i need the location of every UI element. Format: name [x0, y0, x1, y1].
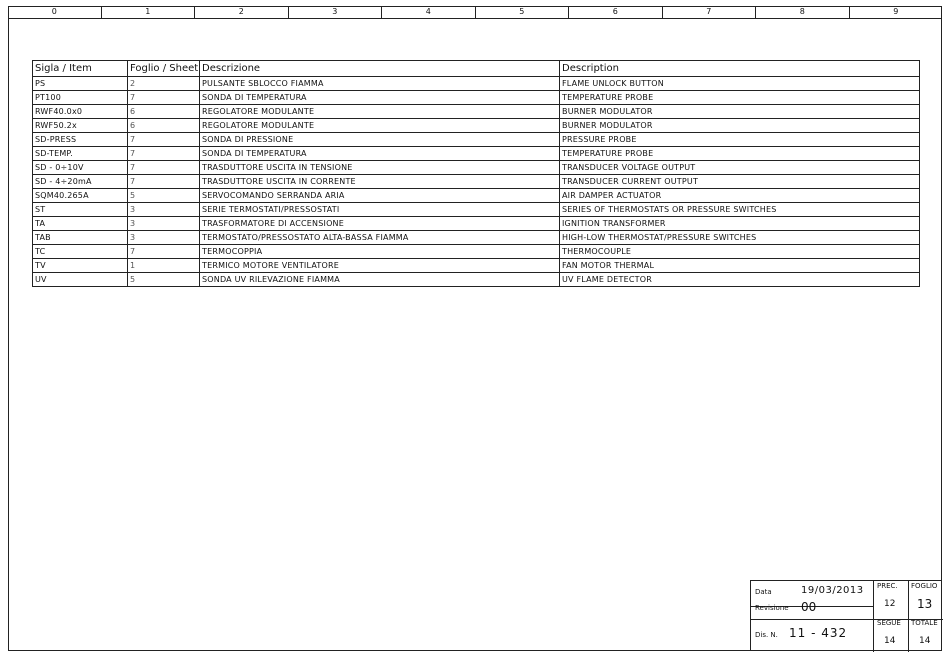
- cell-descrizione: PULSANTE SBLOCCO FIAMMA: [200, 77, 560, 91]
- ruler-mark: 3: [289, 6, 383, 18]
- header-description: Description: [560, 61, 920, 77]
- cell-foglio: 3: [128, 217, 200, 231]
- cell-description: TEMPERATURE PROBE: [560, 147, 920, 161]
- table-row: [33, 189, 920, 203]
- table-row: [33, 245, 920, 259]
- table-row: [33, 175, 920, 189]
- table-row: [33, 105, 920, 119]
- table-row: [33, 119, 920, 133]
- cell-foglio: 7: [128, 133, 200, 147]
- table-row: [33, 231, 920, 245]
- cell-sigla: UV: [33, 273, 128, 287]
- ruler-mark: 6: [569, 6, 663, 18]
- segue-value: 14: [884, 636, 896, 646]
- header-sigla: Sigla / Item: [33, 61, 128, 77]
- cell-description: SERIES OF THERMOSTATS OR PRESSURE SWITCHES: [560, 203, 920, 217]
- table-row: [33, 203, 920, 217]
- prec-value: 12: [884, 599, 896, 609]
- table-row: [33, 133, 920, 147]
- ruler-mark: 1: [102, 6, 196, 18]
- cell-descrizione: TERMOSTATO/PRESSOSTATO ALTA-BASSA FIAMMA: [200, 231, 560, 245]
- cell-foglio: 7: [128, 161, 200, 175]
- cell-descrizione: TERMOCOPPIA: [200, 245, 560, 259]
- ruler-mark: 4: [382, 6, 476, 18]
- foglio-value: 13: [917, 597, 933, 611]
- totale-label: TOTALE: [911, 619, 938, 627]
- cell-descrizione: SONDA UV RILEVAZIONE FIAMMA: [200, 273, 560, 287]
- ruler-mark: 7: [663, 6, 757, 18]
- cell-foglio: 6: [128, 105, 200, 119]
- cell-sigla: TV: [33, 259, 128, 273]
- cell-descrizione: SERIE TERMOSTATI/PRESSOSTATI: [200, 203, 560, 217]
- cell-descrizione: TERMICO MOTORE VENTILATORE: [200, 259, 560, 273]
- cell-sigla: TA: [33, 217, 128, 231]
- table-header-row: [33, 61, 920, 77]
- table-row: [33, 77, 920, 91]
- table-row: [33, 217, 920, 231]
- table-row: [33, 259, 920, 273]
- cell-descrizione: SONDA DI TEMPERATURA: [200, 147, 560, 161]
- cell-foglio: 5: [128, 189, 200, 203]
- ruler-mark: 2: [195, 6, 289, 18]
- table-row: [33, 161, 920, 175]
- cell-descrizione: SONDA DI PRESSIONE: [200, 133, 560, 147]
- cell-description: IGNITION TRANSFORMER: [560, 217, 920, 231]
- cell-sigla: PS: [33, 77, 128, 91]
- cell-foglio: 7: [128, 175, 200, 189]
- cell-sigla: RWF50.2x: [33, 119, 128, 133]
- cell-description: BURNER MODULATOR: [560, 105, 920, 119]
- ruler-mark: 9: [893, 7, 899, 16]
- cell-foglio: 7: [128, 245, 200, 259]
- table-row: [33, 147, 920, 161]
- cell-descrizione: REGOLATORE MODULANTE: [200, 119, 560, 133]
- cell-descrizione: REGOLATORE MODULANTE: [200, 105, 560, 119]
- cell-description: HIGH-LOW THERMOSTAT/PRESSURE SWITCHES: [560, 231, 920, 245]
- cell-description: FAN MOTOR THERMAL: [560, 259, 920, 273]
- segue-label: SEGUE: [877, 619, 901, 627]
- cell-sigla: TAB: [33, 231, 128, 245]
- ruler-mark: 0: [8, 6, 102, 18]
- cell-foglio: 7: [128, 91, 200, 105]
- cell-sigla: SQM40.265A: [33, 189, 128, 203]
- cell-foglio: 3: [128, 203, 200, 217]
- cell-sigla: SD - 0÷10V: [33, 161, 128, 175]
- cell-sigla: PT100: [33, 91, 128, 105]
- header-foglio: Foglio / Sheet: [128, 61, 200, 77]
- cell-sigla: TC: [33, 245, 128, 259]
- ruler-mark: 8: [756, 6, 850, 18]
- cell-sigla: ST: [33, 203, 128, 217]
- table-row: [33, 91, 920, 105]
- data-label: Data: [755, 588, 772, 596]
- cell-descrizione: SERVOCOMANDO SERRANDA ARIA: [200, 189, 560, 203]
- cell-sigla: RWF40.0x0: [33, 105, 128, 119]
- title-block: [750, 580, 942, 651]
- cell-description: UV FLAME DETECTOR: [560, 273, 920, 287]
- cell-descrizione: SONDA DI TEMPERATURA: [200, 91, 560, 105]
- cell-descrizione: TRASDUTTORE USCITA IN TENSIONE: [200, 161, 560, 175]
- ruler-mark: 5: [476, 6, 570, 18]
- cell-descrizione: TRASFORMATORE DI ACCENSIONE: [200, 217, 560, 231]
- data-value: 19/03/2013: [801, 585, 864, 596]
- cell-description: TRANSDUCER CURRENT OUTPUT: [560, 175, 920, 189]
- component-legend-table: [32, 60, 920, 287]
- table-body: [33, 77, 920, 287]
- table-row: [33, 273, 920, 287]
- dis-n-label: Dis. N.: [755, 631, 778, 639]
- revisione-label: Revisione: [755, 604, 789, 612]
- header-descrizione: Descrizione: [200, 61, 560, 77]
- cell-description: FLAME UNLOCK BUTTON: [560, 77, 920, 91]
- column-ruler: [8, 6, 942, 19]
- cell-foglio: 2: [128, 77, 200, 91]
- cell-description: THERMOCOUPLE: [560, 245, 920, 259]
- dis-n-value: 11 - 432: [789, 626, 848, 640]
- totale-value: 14: [919, 636, 931, 646]
- cell-description: AIR DAMPER ACTUATOR: [560, 189, 920, 203]
- cell-foglio: 3: [128, 231, 200, 245]
- cell-description: TRANSDUCER VOLTAGE OUTPUT: [560, 161, 920, 175]
- cell-sigla: SD-TEMP.: [33, 147, 128, 161]
- prec-label: PREC.: [877, 582, 898, 590]
- foglio-label: FOGLIO: [911, 582, 938, 590]
- cell-description: TEMPERATURE PROBE: [560, 91, 920, 105]
- cell-descrizione: TRASDUTTORE USCITA IN CORRENTE: [200, 175, 560, 189]
- divider: [873, 581, 874, 652]
- cell-sigla: SD-PRESS: [33, 133, 128, 147]
- cell-description: PRESSURE PROBE: [560, 133, 920, 147]
- revisione-value: 00: [801, 600, 817, 614]
- divider: [908, 581, 909, 652]
- cell-foglio: 7: [128, 147, 200, 161]
- cell-description: BURNER MODULATOR: [560, 119, 920, 133]
- cell-foglio: 1: [128, 259, 200, 273]
- cell-foglio: 5: [128, 273, 200, 287]
- cell-sigla: SD - 4÷20mA: [33, 175, 128, 189]
- cell-foglio: 6: [128, 119, 200, 133]
